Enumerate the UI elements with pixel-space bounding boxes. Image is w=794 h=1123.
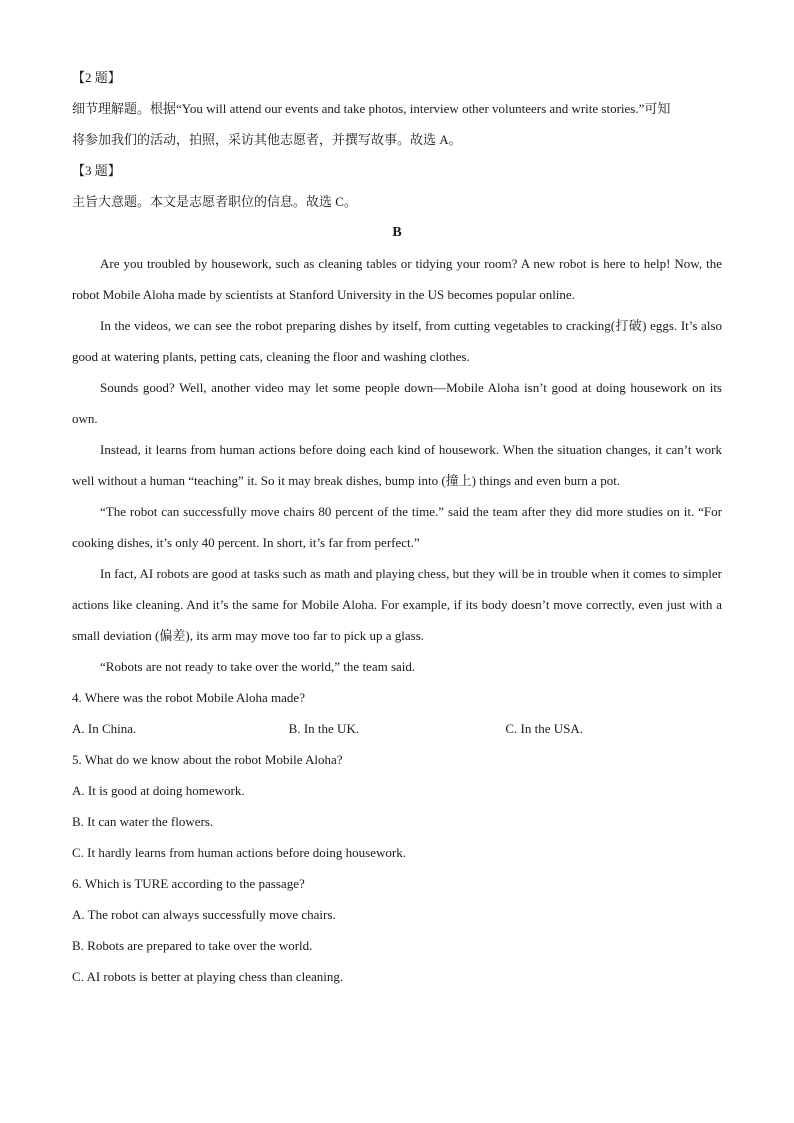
question-6-stem: 6. Which is TURE according to the passage? — [72, 876, 305, 891]
question-4-stem: 4. Where was the robot Mobile Aloha made? — [72, 690, 305, 705]
passage-paragraph-1: Are you troubled by housework, such as cleaning tables or tidying your room? A new robot is here to help! Now, the robot Mobile Aloha made by scientists at Stanford University in the US becomes popular online. — [72, 256, 722, 302]
passage-paragraph-7: “Robots are not ready to take over the world,” the team said. — [100, 659, 416, 674]
passage-heading: B — [392, 225, 402, 240]
question-4-options — [72, 713, 722, 744]
question-6-option-c: C. AI robots is better at playing chess than cleaning. — [72, 969, 344, 984]
q2-explanation-line1: 细节理解题。根据“You will attend our events and take photos, interview other volunteers and write stories.”可知 — [72, 101, 671, 116]
question-6-option-b: B. Robots are prepared to take over the world. — [72, 938, 313, 953]
q2-explanation-line2: 将参加我们的活动，拍照，采访其他志愿者，并撰写故事。故选 A。 — [72, 132, 462, 147]
passage-paragraph-3: Sounds good? Well, another video may let some people down—Mobile Aloha isn’t good at doing housework on its own. — [72, 380, 722, 426]
question-6-option-a: A. The robot can always successfully move chairs. — [72, 907, 336, 922]
q2-tag: 【2 题】 — [72, 70, 121, 85]
question-5-option-b: B. It can water the flowers. — [72, 814, 214, 829]
question-4-option-a: A. In China. — [72, 721, 137, 736]
passage-paragraph-5: “The robot can successfully move chairs 80 percent of the time.” said the team after they did more studies on it. “For cooking dishes, it’s only 40 percent. In short, it’s far from perfect.” — [72, 504, 722, 550]
q3-tag: 【3 题】 — [72, 163, 121, 178]
passage-paragraph-4: Instead, it learns from human actions before doing each kind of housework. When the situation changes, it can’t work well without a human “teaching” it. So it may break dishes, bump into (撞上) things and even burn a pot. — [72, 442, 722, 488]
passage-paragraph-2: In the videos, we can see the robot preparing dishes by itself, from cutting vegetables to cracking(打破) eggs. It’s also good at watering plants, petting cats, cleaning the floor and washing clothes. — [72, 318, 722, 364]
question-4-option-b: B. In the UK. — [288, 721, 360, 736]
question-5-option-a: A. It is good at doing homework. — [72, 783, 245, 798]
passage-paragraph-6: In fact, AI robots are good at tasks such as math and playing chess, but they will be in trouble when it comes to simpler actions like cleaning. And it’s the same for Mobile Aloha. For example, if its body doesn’t move correctly, even just with a small deviation (偏差), its arm may move too far to pick up a glass. — [72, 566, 722, 643]
question-5-stem: 5. What do we know about the robot Mobile Aloha? — [72, 752, 343, 767]
question-4-option-c: C. In the USA. — [505, 721, 583, 736]
q3-explanation: 主旨大意题。本文是志愿者职位的信息。故选 C。 — [72, 194, 357, 209]
question-5-option-c: C. It hardly learns from human actions before doing housework. — [72, 845, 406, 860]
document-page — [72, 62, 722, 992]
